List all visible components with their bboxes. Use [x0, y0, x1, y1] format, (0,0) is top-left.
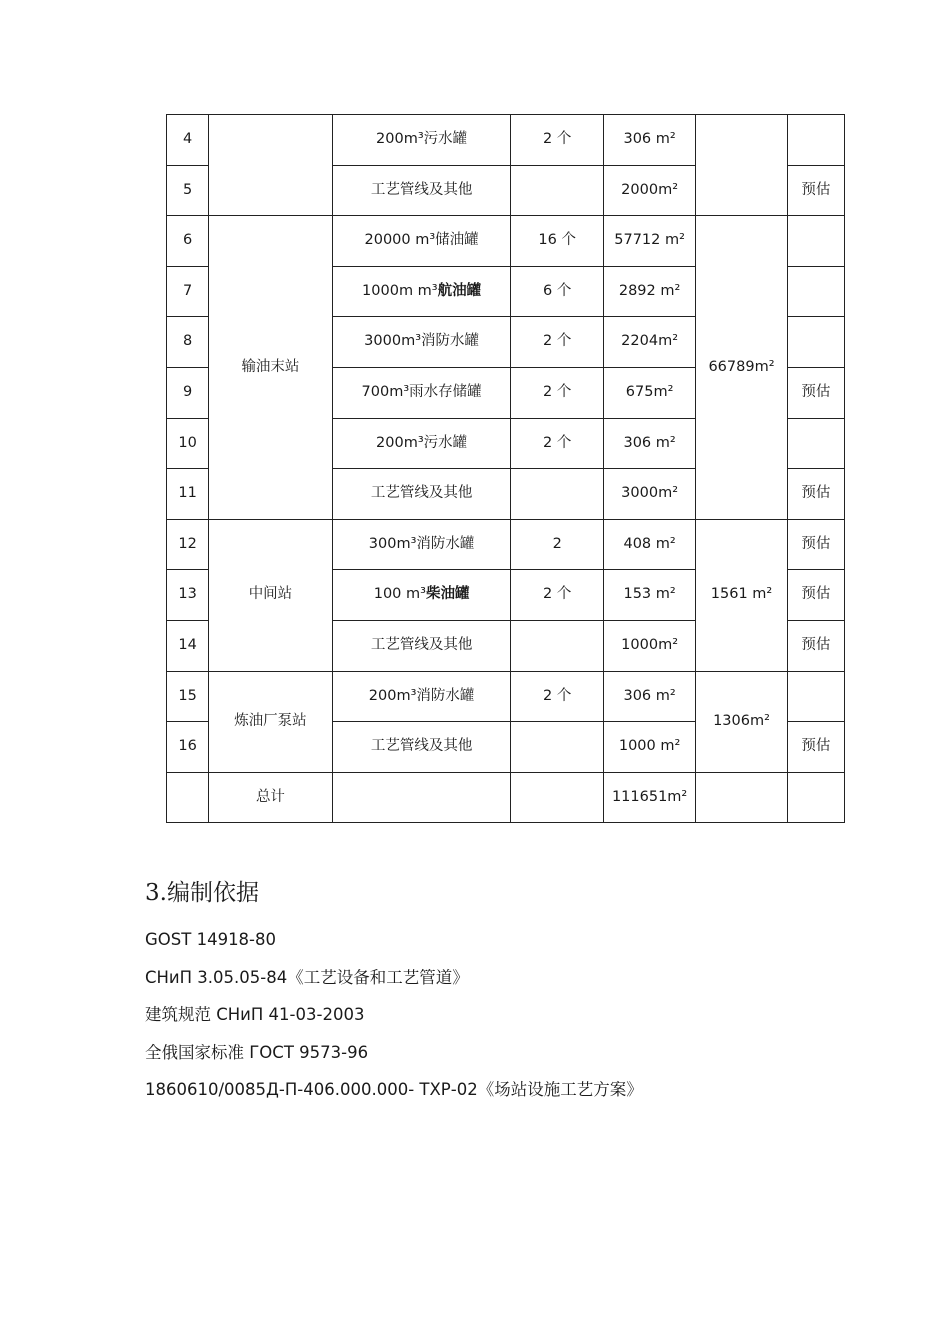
item-quantity: 2 个 — [511, 671, 603, 722]
item-note — [787, 216, 844, 267]
item-note: 预估 — [787, 367, 844, 418]
row-number: 9 — [167, 367, 209, 418]
row-number: 4 — [167, 115, 209, 166]
item-note: 预估 — [787, 469, 844, 520]
reference-item: 建筑规范 СНиП 41-03-2003 — [145, 1005, 365, 1024]
table-row — [167, 671, 845, 722]
station-total-middle: 1561 m² — [696, 519, 787, 671]
row-number: 13 — [167, 570, 209, 621]
row-number: 11 — [167, 469, 209, 520]
item-area: 1000m² — [603, 620, 695, 671]
item-note — [787, 115, 844, 166]
item-quantity — [511, 620, 603, 671]
reference-list — [145, 926, 643, 1114]
reference-item: СНиП 3.05.05-84《工艺设备和工艺管道》 — [145, 967, 469, 987]
item-quantity: 16 个 — [511, 216, 603, 267]
summary-label: 总计 — [209, 772, 333, 823]
reference-item: 全俄国家标准 ГОСТ 9573-96 — [145, 1042, 369, 1062]
table-row — [167, 115, 845, 166]
item-name: 200m³污水罐 — [332, 115, 511, 166]
row-number: 7 — [167, 266, 209, 317]
reference-item: 1860610/0085Д-П-406.000.000- ТХР-02《场站设施工艺方案》 — [145, 1080, 643, 1099]
item-quantity — [511, 469, 603, 520]
tank-area-table — [166, 114, 845, 823]
item-name: 20000 m³储油罐 — [332, 216, 511, 267]
item-name-prefix: 100 m³ — [373, 586, 426, 603]
row-number: 12 — [167, 519, 209, 570]
item-note: 预估 — [787, 165, 844, 216]
item-name: 工艺管线及其他 — [332, 165, 511, 216]
table-row — [167, 519, 845, 570]
station-name-middle: 中间站 — [209, 519, 333, 671]
item-name: 工艺管线及其他 — [332, 620, 511, 671]
item-area: 3000m² — [603, 469, 695, 520]
item-name: 700m³雨水存储罐 — [332, 367, 511, 418]
item-quantity: 2 — [511, 519, 603, 570]
item-area: 57712 m² — [603, 216, 695, 267]
item-name — [332, 266, 511, 317]
item-name: 工艺管线及其他 — [332, 469, 511, 520]
row-number: 5 — [167, 165, 209, 216]
item-name: 300m³消防水罐 — [332, 519, 511, 570]
item-area: 675m² — [603, 367, 695, 418]
item-quantity: 2 个 — [511, 115, 603, 166]
station-total-terminal: 66789m² — [696, 216, 787, 520]
item-name-bold: 航油罐 — [437, 282, 482, 299]
row-number: 16 — [167, 722, 209, 773]
item-quantity: 2 个 — [511, 570, 603, 621]
item-quantity: 2 个 — [511, 418, 603, 469]
item-note: 预估 — [787, 620, 844, 671]
item-note — [787, 418, 844, 469]
summary-qty-empty — [511, 772, 603, 823]
item-name: 200m³消防水罐 — [332, 671, 511, 722]
station-cell-empty — [209, 115, 333, 216]
item-name — [332, 570, 511, 621]
row-number: 6 — [167, 216, 209, 267]
item-quantity: 2 个 — [511, 367, 603, 418]
item-quantity: 2 个 — [511, 317, 603, 368]
item-area: 2000m² — [603, 165, 695, 216]
summary-note-empty — [787, 772, 844, 823]
row-number: 15 — [167, 671, 209, 722]
row-number: 8 — [167, 317, 209, 368]
summary-number-empty — [167, 772, 209, 823]
item-name: 200m³污水罐 — [332, 418, 511, 469]
section-title: 3.编制依据 — [145, 880, 259, 906]
summary-item-empty — [332, 772, 511, 823]
row-number: 10 — [167, 418, 209, 469]
table-row — [167, 216, 845, 267]
item-note: 预估 — [787, 519, 844, 570]
item-area: 306 m² — [603, 418, 695, 469]
item-area: 2204m² — [603, 317, 695, 368]
item-quantity — [511, 165, 603, 216]
item-area: 306 m² — [603, 671, 695, 722]
station-name-refinery: 炼油厂泵站 — [209, 671, 333, 772]
station-total-refinery: 1306m² — [696, 671, 787, 772]
item-name: 工艺管线及其他 — [332, 722, 511, 773]
summary-total-empty — [696, 772, 787, 823]
station-total-empty — [696, 115, 787, 216]
item-area: 306 m² — [603, 115, 695, 166]
item-quantity: 6 个 — [511, 266, 603, 317]
item-area: 1000 m² — [603, 722, 695, 773]
item-note — [787, 317, 844, 368]
item-name-prefix: 1000m m³ — [362, 282, 438, 299]
summary-row — [167, 772, 845, 823]
item-area: 408 m² — [603, 519, 695, 570]
station-name-terminal: 输油末站 — [209, 216, 333, 520]
item-quantity — [511, 722, 603, 773]
item-note — [787, 266, 844, 317]
item-note — [787, 671, 844, 722]
item-name: 3000m³消防水罐 — [332, 317, 511, 368]
item-note: 预估 — [787, 722, 844, 773]
reference-item: GOST 14918-80 — [145, 930, 277, 949]
item-name-bold: 柴油罐 — [425, 586, 470, 603]
item-area: 2892 m² — [603, 266, 695, 317]
row-number: 14 — [167, 620, 209, 671]
item-note: 预估 — [787, 570, 844, 621]
item-area: 153 m² — [603, 570, 695, 621]
summary-area: 111651m² — [603, 772, 695, 823]
